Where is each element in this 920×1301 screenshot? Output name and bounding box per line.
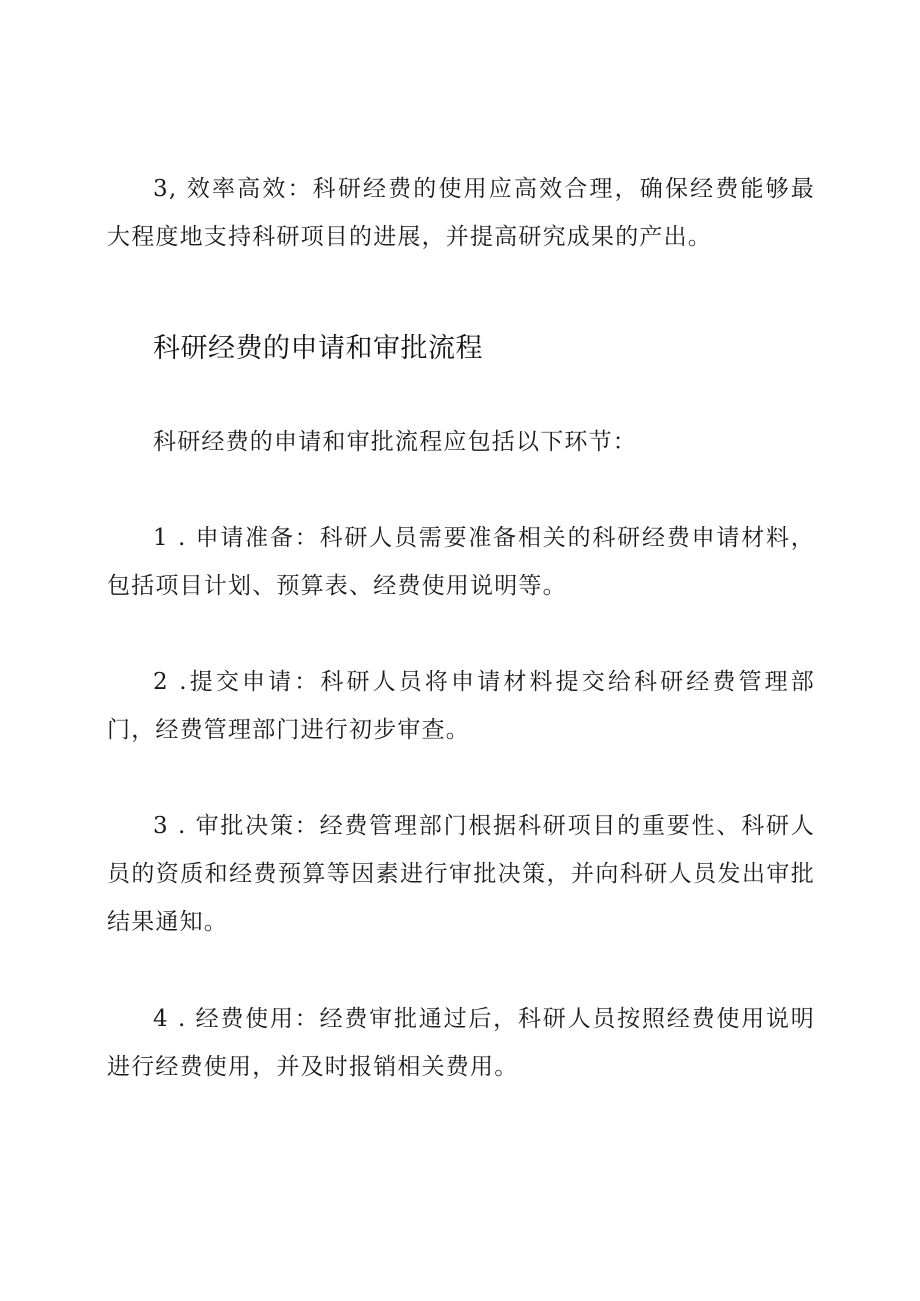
principle-item-3: 3, 效率高效：科研经费的使用应高效合理，确保经费能够最大程度地支持科研项目的进展，并提高研究成果的产出。 — [107, 176, 815, 250]
step-1-application-preparation: 1 . 申请准备：科研人员需要准备相关的科研经费申请材料，包括项目计划、预算表、经费使用说明等。 — [107, 525, 815, 599]
step-2-submit-application: 2 .提交申请：科研人员将申请材料提交给科研经费管理部门，经费管理部门进行初步审查。 — [107, 669, 815, 743]
step-4-funding-use: 4 . 经费使用：经费审批通过后，科研人员按照经费使用说明进行经费使用，并及时报销相关费用。 — [107, 1006, 815, 1080]
section-heading: 科研经费的申请和审批流程 — [153, 333, 483, 364]
step-3-approval-decision: 3 . 审批决策：经费管理部门根据科研项目的重要性、科研人员的资质和经费预算等因素进行审批决策，并向科研人员发出审批结果通知。 — [107, 813, 815, 935]
section-lead-sentence: 科研经费的申请和审批流程应包括以下环节： — [153, 429, 637, 455]
